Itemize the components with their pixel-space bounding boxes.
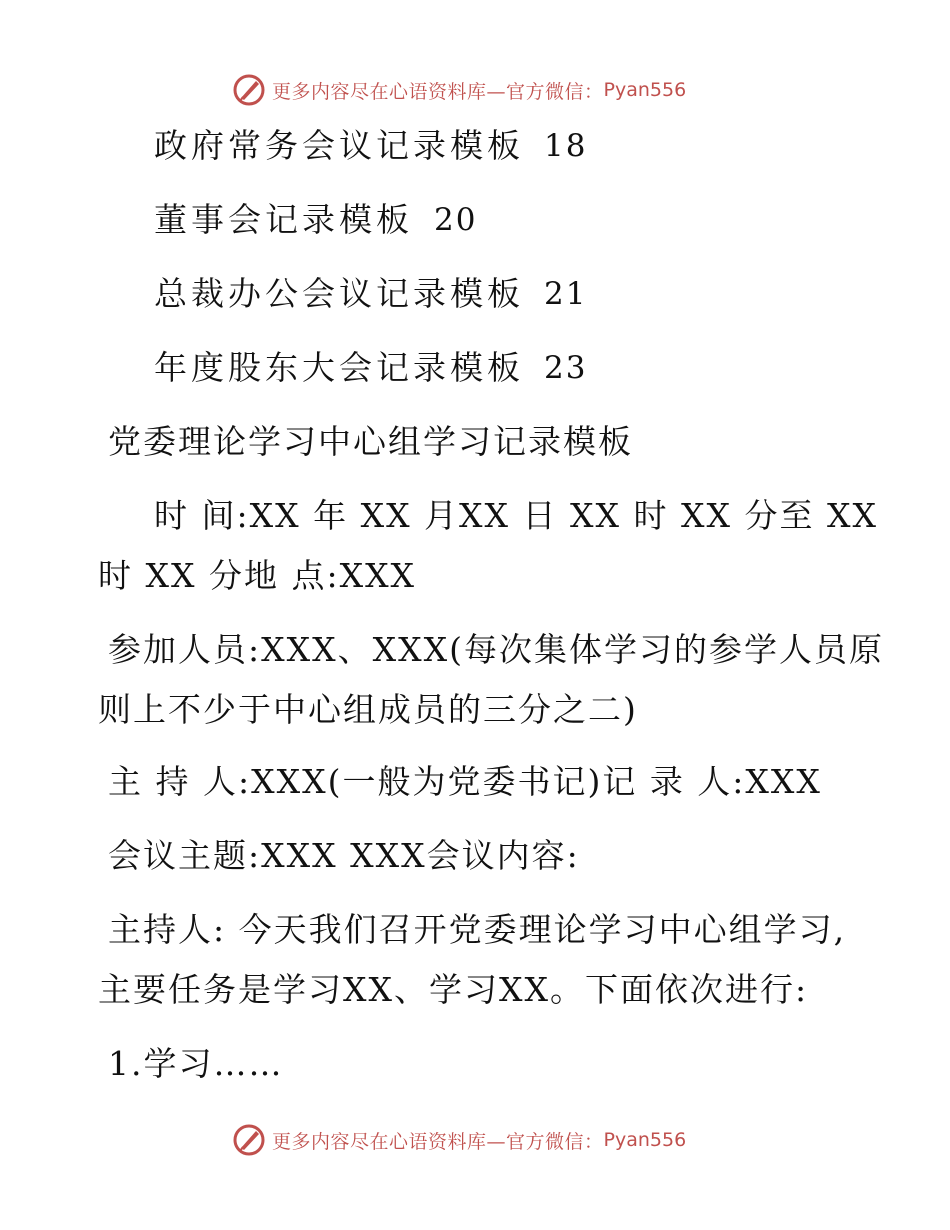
toc-entry xyxy=(154,200,674,240)
banner-text: 更多内容尽在心语资料库—官方微信： xyxy=(272,1130,604,1153)
attendees-line-1: 参加人员:XXX、XXX(每次集体学习的参学人员原 xyxy=(108,630,884,669)
host-speech-line-2: 主要任务是学习XX、学习XX。下面依次进行: xyxy=(98,970,809,1009)
banner-wechat-id: Pyan556 xyxy=(603,79,687,101)
toc-entry-title: 政府常务会议记录模板 xyxy=(154,126,524,165)
time-line-1: 时 间:XX 年 XX 月XX 日 XX 时 XX 分至 XX xyxy=(154,496,878,535)
host-speech-line-1: 主持人: 今天我们召开党委理论学习中心组学习, xyxy=(108,910,847,949)
attendees-line-2: 则上不少于中心组成员的三分之二) xyxy=(98,690,638,729)
toc-entry-title: 总裁办公会议记录模板 xyxy=(154,274,524,313)
quill-pen-logo-icon xyxy=(232,73,266,107)
theme-line: 会议主题:XXX XXX会议内容: xyxy=(108,836,580,875)
toc-entry xyxy=(154,274,674,314)
header-banner xyxy=(232,72,686,108)
doc-title: 党委理论学习中心组学习记录模板 xyxy=(108,422,633,461)
banner-wechat-id: Pyan556 xyxy=(603,1129,687,1151)
item-1-line: 1.学习…… xyxy=(108,1044,284,1083)
toc-entry-page: 18 xyxy=(544,128,588,164)
toc-entry xyxy=(154,348,674,388)
banner-text: 更多内容尽在心语资料库—官方微信： xyxy=(272,80,604,103)
toc-entry xyxy=(154,126,674,166)
toc-entry-page: 21 xyxy=(544,276,588,312)
time-line-2: 时 XX 分地 点:XXX xyxy=(98,556,417,595)
quill-pen-logo-icon xyxy=(232,1123,266,1157)
toc-entry-page: 23 xyxy=(544,350,588,386)
host-recorder-line: 主 持 人:XXX(一般为党委书记)记 录 人:XXX xyxy=(108,762,822,801)
toc-entry-page: 20 xyxy=(434,202,478,238)
toc-entry-title: 年度股东大会记录模板 xyxy=(154,348,524,387)
footer-banner xyxy=(232,1122,686,1158)
toc-entry-title: 董事会记录模板 xyxy=(154,200,413,239)
